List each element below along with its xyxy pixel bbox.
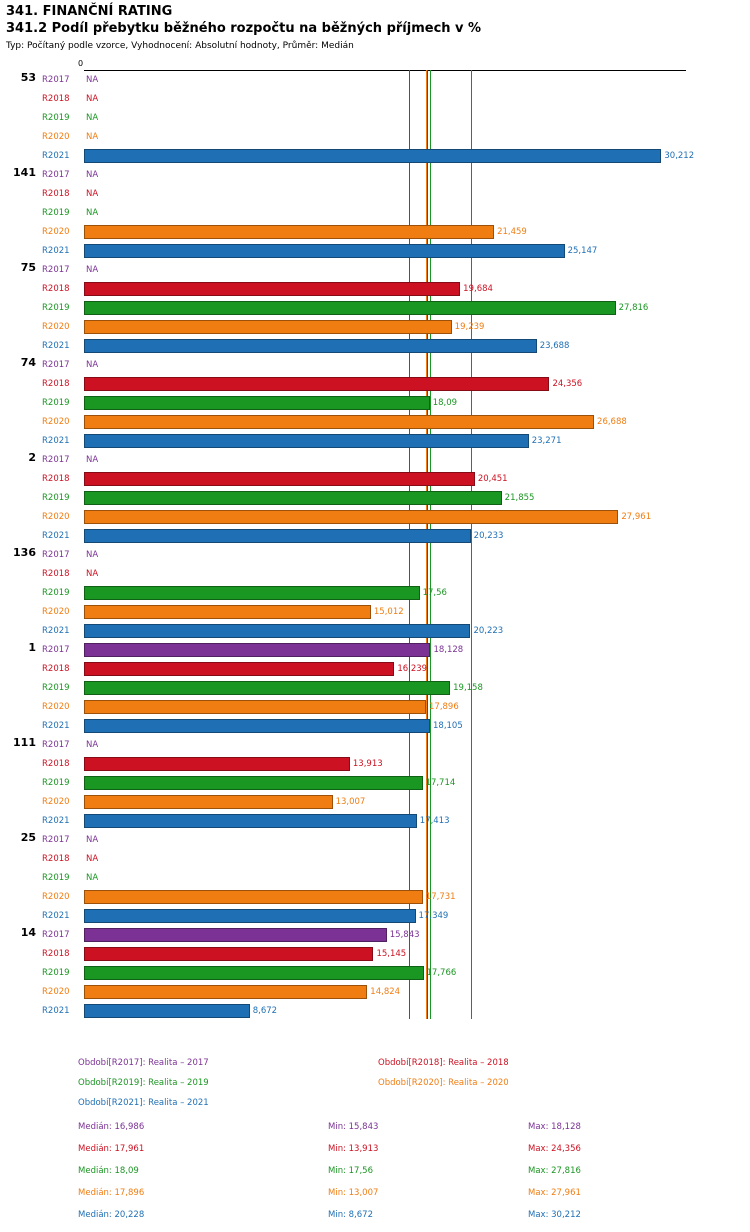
series-label: R2020 xyxy=(42,702,70,712)
series-label: R2017 xyxy=(42,360,70,370)
series-label: R2021 xyxy=(42,721,70,731)
na-label: NA xyxy=(86,94,99,104)
series-label: R2018 xyxy=(42,189,70,199)
bar-value-label: 26,688 xyxy=(597,417,627,427)
series-label: R2019 xyxy=(42,588,70,598)
series-label: R2021 xyxy=(42,341,70,351)
bar-value-label: 17,766 xyxy=(426,968,457,978)
bar-value-label: 21,459 xyxy=(497,227,527,237)
group-label: 25 xyxy=(20,831,36,844)
bar-row xyxy=(0,622,750,641)
series-label: R2019 xyxy=(42,398,70,408)
na-label: NA xyxy=(86,208,99,218)
bar-row xyxy=(0,527,750,546)
bar-groups xyxy=(0,71,750,1021)
bar-row xyxy=(0,888,750,907)
stat-max: Max: 30,212 xyxy=(528,1210,581,1220)
bar-value-label: 15,145 xyxy=(376,949,407,959)
bar-row xyxy=(0,242,750,261)
bar-group xyxy=(0,736,750,831)
series-label: R2018 xyxy=(42,94,70,104)
bar-row xyxy=(0,375,750,394)
stat-median: Medián: 18,09 xyxy=(78,1166,139,1176)
series-label: R2017 xyxy=(42,740,70,750)
bar-value-label: 15,012 xyxy=(373,607,404,617)
group-label: 74 xyxy=(20,356,36,369)
stat-row xyxy=(0,1210,750,1232)
bar-row xyxy=(0,831,750,850)
bar-value-label: 27,816 xyxy=(618,303,649,313)
bar-value-label: 30,212 xyxy=(664,151,695,161)
bar[interactable] xyxy=(84,814,417,828)
bar[interactable] xyxy=(84,339,537,353)
bar[interactable] xyxy=(84,377,549,391)
series-label: R2020 xyxy=(42,987,70,997)
series-label: R2019 xyxy=(42,208,70,218)
chart-header xyxy=(0,0,750,53)
bar-row xyxy=(0,489,750,508)
bar-value-label: 14,824 xyxy=(370,987,401,997)
stat-max: Max: 27,816 xyxy=(528,1166,581,1176)
series-label: R2019 xyxy=(42,493,70,503)
na-label: NA xyxy=(86,455,99,465)
stat-min: Min: 13,007 xyxy=(328,1188,379,1198)
group-label: 14 xyxy=(20,926,36,939)
legend-item[interactable]: Období[R2017]: Realita – 2017 xyxy=(78,1058,209,1068)
bar-row xyxy=(0,413,750,432)
bar-value-label: 23,688 xyxy=(539,341,570,351)
bar-value-label: 20,451 xyxy=(477,474,508,484)
bar-row xyxy=(0,869,750,888)
series-label: R2017 xyxy=(42,455,70,465)
bar[interactable] xyxy=(84,605,371,619)
bar-group xyxy=(0,926,750,1021)
bar-row xyxy=(0,470,750,489)
bar[interactable] xyxy=(84,966,424,980)
bar-row xyxy=(0,356,750,375)
stat-median: Medián: 17,961 xyxy=(78,1144,145,1154)
stat-max: Max: 27,961 xyxy=(528,1188,581,1198)
bar-row xyxy=(0,774,750,793)
series-label: R2020 xyxy=(42,892,70,902)
bar-row xyxy=(0,603,750,622)
bar-row xyxy=(0,128,750,147)
bar-row xyxy=(0,394,750,413)
legend-row xyxy=(0,1078,750,1098)
bar[interactable] xyxy=(84,795,333,809)
bar[interactable] xyxy=(84,681,450,695)
bar-row xyxy=(0,432,750,451)
group-label: 136 xyxy=(13,546,36,559)
series-label: R2017 xyxy=(42,265,70,275)
bar-row xyxy=(0,147,750,166)
bar-row xyxy=(0,565,750,584)
na-label: NA xyxy=(86,265,99,275)
bar-row xyxy=(0,926,750,945)
bar-value-label: 8,672 xyxy=(252,1006,278,1016)
stat-min: Min: 15,843 xyxy=(328,1122,379,1132)
bar-row xyxy=(0,337,750,356)
bar-row xyxy=(0,793,750,812)
series-label: R2021 xyxy=(42,151,70,161)
bar-group xyxy=(0,641,750,736)
legend-item[interactable]: Období[R2021]: Realita – 2021 xyxy=(78,1098,209,1108)
chart-subtitle: Typ: Počítaný podle vzorce, Vyhodnocení: Absolutní hodnoty, Průměr: Medián xyxy=(6,41,354,51)
bar-group xyxy=(0,166,750,261)
bar-value-label: 20,223 xyxy=(473,626,504,636)
bar-row xyxy=(0,508,750,527)
na-label: NA xyxy=(86,835,99,845)
bar-value-label: 19,684 xyxy=(463,284,493,294)
bar-value-label: 17,349 xyxy=(418,911,449,921)
group-label: 2 xyxy=(28,451,36,464)
bar-row xyxy=(0,109,750,128)
bar-row xyxy=(0,71,750,90)
bar-value-label: 19,158 xyxy=(453,683,483,693)
series-label: R2017 xyxy=(42,835,70,845)
bar-row xyxy=(0,945,750,964)
legend-item[interactable]: Období[R2019]: Realita – 2019 xyxy=(78,1078,209,1088)
bar-row xyxy=(0,318,750,337)
bar-value-label: 25,147 xyxy=(567,246,598,256)
series-label: R2018 xyxy=(42,284,70,294)
bar[interactable] xyxy=(84,928,387,942)
bar-value-label: 17,714 xyxy=(425,778,456,788)
stat-max: Max: 24,356 xyxy=(528,1144,581,1154)
bar-row xyxy=(0,451,750,470)
series-label: R2019 xyxy=(42,113,70,123)
bar[interactable] xyxy=(84,719,430,733)
bar[interactable] xyxy=(84,149,661,163)
bar-value-label: 19,239 xyxy=(454,322,485,332)
bar-row xyxy=(0,185,750,204)
series-label: R2017 xyxy=(42,170,70,180)
stat-median: Medián: 17,896 xyxy=(78,1188,145,1198)
series-label: R2017 xyxy=(42,75,70,85)
bar-row xyxy=(0,261,750,280)
stat-row xyxy=(0,1188,750,1210)
bar[interactable] xyxy=(84,985,367,999)
bar[interactable] xyxy=(84,301,616,315)
bar[interactable] xyxy=(84,757,350,771)
bar-row xyxy=(0,166,750,185)
bar-row xyxy=(0,280,750,299)
stat-row xyxy=(0,1144,750,1166)
bar[interactable] xyxy=(84,282,460,296)
series-label: R2020 xyxy=(42,322,70,332)
bar-group xyxy=(0,71,750,166)
bar-group xyxy=(0,451,750,546)
series-label: R2020 xyxy=(42,512,70,522)
axis-zero-label: 0 xyxy=(78,59,84,68)
bar-row xyxy=(0,679,750,698)
bar-row xyxy=(0,717,750,736)
series-label: R2019 xyxy=(42,968,70,978)
bar[interactable] xyxy=(84,890,423,904)
na-label: NA xyxy=(86,550,99,560)
bar[interactable] xyxy=(84,415,594,429)
bar-row xyxy=(0,1002,750,1021)
legend-row xyxy=(0,1058,750,1078)
bar-value-label: 13,007 xyxy=(335,797,366,807)
series-label: R2021 xyxy=(42,436,70,446)
series-label: R2018 xyxy=(42,474,70,484)
bar-value-label: 17,896 xyxy=(429,702,459,712)
bar-row xyxy=(0,850,750,869)
bar-row xyxy=(0,546,750,565)
series-label: R2021 xyxy=(42,1006,70,1016)
bar[interactable] xyxy=(84,510,618,524)
bar-value-label: 18,09 xyxy=(432,398,458,408)
bar-row xyxy=(0,983,750,1002)
series-label: R2018 xyxy=(42,664,70,674)
bar-group xyxy=(0,546,750,641)
na-label: NA xyxy=(86,854,99,864)
bar[interactable] xyxy=(84,491,502,505)
bar-row xyxy=(0,90,750,109)
bar[interactable] xyxy=(84,662,394,676)
stat-row xyxy=(0,1122,750,1144)
bar-value-label: 21,855 xyxy=(504,493,535,503)
series-label: R2017 xyxy=(42,550,70,560)
series-label: R2019 xyxy=(42,303,70,313)
bar[interactable] xyxy=(84,776,423,790)
bar-value-label: 17,56 xyxy=(422,588,447,598)
bar-value-label: 18,128 xyxy=(433,645,464,655)
bar-row xyxy=(0,736,750,755)
bar-row xyxy=(0,698,750,717)
chart-plot-area xyxy=(0,59,750,1039)
bar-row xyxy=(0,755,750,774)
bar-value-label: 27,961 xyxy=(621,512,652,522)
bar-row xyxy=(0,223,750,242)
bar-value-label: 18,105 xyxy=(433,721,463,731)
series-label: R2018 xyxy=(42,854,70,864)
bar-row xyxy=(0,812,750,831)
stat-median: Medián: 16,986 xyxy=(78,1122,145,1132)
bar-value-label: 15,843 xyxy=(389,930,420,940)
series-label: R2018 xyxy=(42,379,70,389)
group-label: 111 xyxy=(13,736,36,749)
na-label: NA xyxy=(86,569,99,579)
bar-row xyxy=(0,584,750,603)
bar[interactable] xyxy=(84,529,471,543)
bar[interactable] xyxy=(84,1004,250,1018)
bar-group xyxy=(0,261,750,356)
bar-value-label: 16,239 xyxy=(397,664,428,674)
series-label: R2020 xyxy=(42,607,70,617)
bar[interactable] xyxy=(84,700,426,714)
bar[interactable] xyxy=(84,320,452,334)
bar-value-label: 17,731 xyxy=(425,892,456,902)
na-label: NA xyxy=(86,189,99,199)
chart-stats xyxy=(0,1122,750,1232)
bar[interactable] xyxy=(84,909,416,923)
bar-group xyxy=(0,356,750,451)
series-label: R2017 xyxy=(42,645,70,655)
stat-median: Medián: 20,228 xyxy=(78,1210,145,1220)
series-label: R2018 xyxy=(42,949,70,959)
series-label: R2021 xyxy=(42,911,70,921)
bar[interactable] xyxy=(84,225,494,239)
legend-item[interactable]: Období[R2020]: Realita – 2020 xyxy=(378,1078,509,1088)
series-label: R2018 xyxy=(42,759,70,769)
chart-legend xyxy=(0,1058,750,1118)
bar-value-label: 24,356 xyxy=(552,379,583,389)
bar-row xyxy=(0,964,750,983)
series-label: R2019 xyxy=(42,778,70,788)
series-label: R2021 xyxy=(42,816,70,826)
bar-row xyxy=(0,641,750,660)
bar[interactable] xyxy=(84,396,430,410)
legend-row xyxy=(0,1098,750,1118)
bar-row xyxy=(0,907,750,926)
series-label: R2020 xyxy=(42,797,70,807)
stat-max: Max: 18,128 xyxy=(528,1122,581,1132)
series-label: R2020 xyxy=(42,227,70,237)
stat-min: Min: 8,672 xyxy=(328,1210,373,1220)
bar[interactable] xyxy=(84,643,430,657)
group-label: 141 xyxy=(13,166,36,179)
na-label: NA xyxy=(86,873,99,883)
legend-item[interactable]: Období[R2018]: Realita – 2018 xyxy=(378,1058,509,1068)
bar-row xyxy=(0,660,750,679)
series-label: R2021 xyxy=(42,531,70,541)
series-label: R2019 xyxy=(42,683,70,693)
bar-value-label: 20,233 xyxy=(473,531,504,541)
series-label: R2020 xyxy=(42,132,70,142)
bar-group xyxy=(0,831,750,926)
bar-value-label: 13,913 xyxy=(352,759,383,769)
series-label: R2017 xyxy=(42,930,70,940)
series-label: R2021 xyxy=(42,246,70,256)
na-label: NA xyxy=(86,75,99,85)
group-label: 1 xyxy=(28,641,36,654)
na-label: NA xyxy=(86,740,99,750)
group-label: 75 xyxy=(20,261,36,274)
bar-row xyxy=(0,299,750,318)
bar[interactable] xyxy=(84,586,420,600)
stat-row xyxy=(0,1166,750,1188)
na-label: NA xyxy=(86,113,99,123)
na-label: NA xyxy=(86,360,99,370)
bar-value-label: 23,271 xyxy=(531,436,562,446)
series-label: R2020 xyxy=(42,417,70,427)
group-label: 53 xyxy=(20,71,36,84)
na-label: NA xyxy=(86,170,99,180)
series-label: R2019 xyxy=(42,873,70,883)
bar[interactable] xyxy=(84,472,475,486)
chart-title: 341.2 Podíl přebytku běžného rozpočtu na běžných příjmech v % xyxy=(6,21,482,36)
page-title: 341. FINANČNÍ RATING xyxy=(6,4,173,19)
bar-row xyxy=(0,204,750,223)
na-label: NA xyxy=(86,132,99,142)
series-label: R2021 xyxy=(42,626,70,636)
bar[interactable] xyxy=(84,244,565,258)
stat-min: Min: 13,913 xyxy=(328,1144,379,1154)
series-label: R2018 xyxy=(42,569,70,579)
bar[interactable] xyxy=(84,947,373,961)
bar-value-label: 17,413 xyxy=(419,816,450,826)
bar[interactable] xyxy=(84,434,529,448)
bar[interactable] xyxy=(84,624,470,638)
stat-min: Min: 17,56 xyxy=(328,1166,373,1176)
